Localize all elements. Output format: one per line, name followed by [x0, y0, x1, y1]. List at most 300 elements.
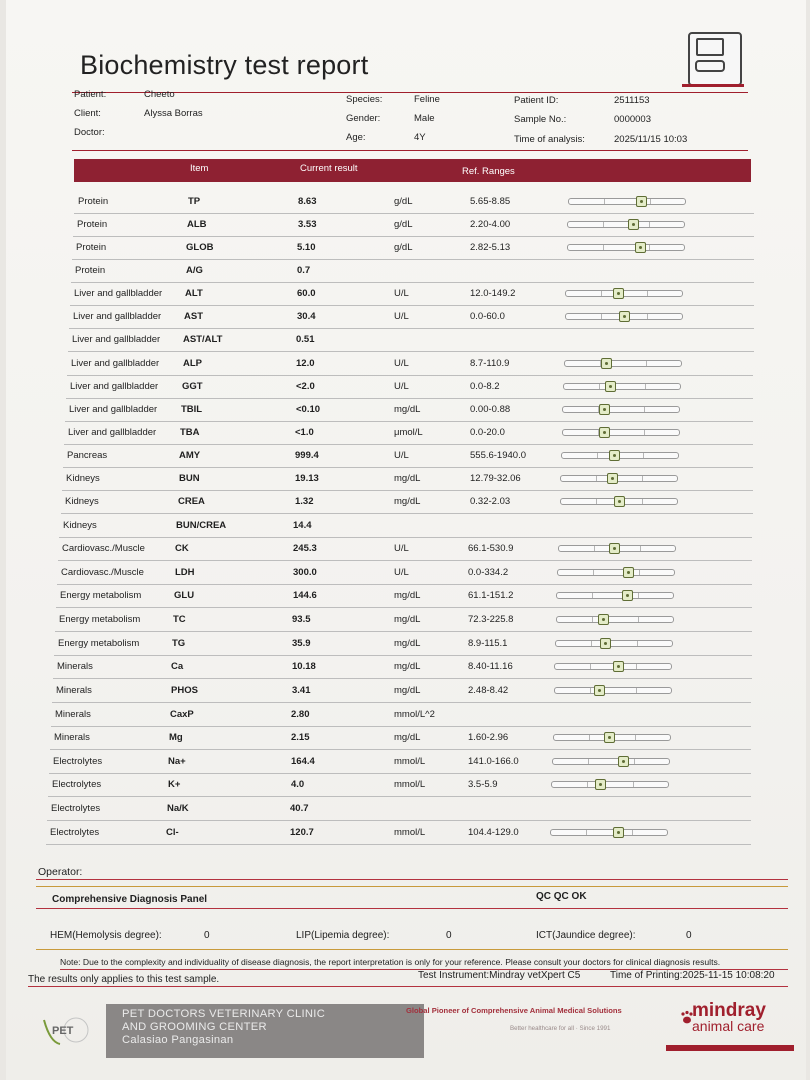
- gauge-marker: [614, 496, 625, 507]
- gauge-tick: [592, 593, 593, 598]
- row-result: <0.10: [296, 404, 321, 415]
- table-row: [66, 377, 753, 399]
- row-range: 8.9-115.1: [468, 638, 508, 649]
- row-item: GLU: [174, 590, 195, 601]
- row-range: 0.0-20.0: [470, 427, 505, 438]
- age-value: 4Y: [414, 132, 426, 143]
- row-range: 72.3-225.8: [468, 614, 514, 625]
- row-group: Liver and gallbladder: [68, 427, 157, 438]
- gauge-marker: [618, 756, 629, 767]
- row-divider: [71, 282, 754, 283]
- row-range: 2.82-5.13: [470, 242, 511, 253]
- row-group: Liver and gallbladder: [74, 288, 163, 299]
- gauge-tick: [587, 782, 588, 787]
- table-row: [50, 728, 751, 750]
- row-group: Electrolytes: [50, 827, 100, 838]
- row-result: 14.4: [293, 520, 312, 531]
- row-unit: g/dL: [394, 242, 413, 253]
- operator-divider: [36, 879, 788, 880]
- row-divider: [63, 467, 753, 468]
- footer-divider: [28, 986, 788, 987]
- row-divider: [46, 844, 751, 845]
- row-unit: U/L: [394, 543, 409, 554]
- gauge-tick: [633, 782, 634, 787]
- row-group: Electrolytes: [51, 803, 101, 814]
- row-group: Electrolytes: [53, 756, 103, 767]
- row-group: Kidneys: [66, 473, 100, 484]
- panel-divider: [36, 908, 788, 909]
- row-result: 1.32: [295, 496, 314, 507]
- lip-label: LIP(Lipemia degree):: [296, 930, 390, 941]
- row-group: Energy metabolism: [60, 590, 142, 601]
- row-result: 120.7: [290, 827, 314, 838]
- row-group: Cardiovasc./Muscle: [62, 543, 145, 554]
- gauge-tick: [637, 641, 638, 646]
- row-result: 3.41: [292, 685, 311, 696]
- gauge-tick: [642, 476, 643, 481]
- row-range: 0.0-8.2: [470, 381, 500, 392]
- row-group: Minerals: [56, 685, 92, 696]
- lip-value: 0: [446, 930, 452, 941]
- gauge-tick: [647, 291, 648, 296]
- row-item: TP: [188, 196, 201, 207]
- row-item: TC: [173, 614, 186, 625]
- row-item: LDH: [175, 567, 195, 578]
- table-row: [49, 752, 751, 774]
- ict-label: ICT(Jaundice degree):: [536, 930, 636, 941]
- hem-label: HEM(Hemolysis degree):: [50, 930, 162, 941]
- row-item: ALT: [185, 288, 203, 299]
- row-result: 30.4: [297, 311, 316, 322]
- row-group: Minerals: [55, 709, 91, 720]
- row-divider: [57, 584, 752, 585]
- row-unit: mg/dL: [394, 590, 421, 601]
- table-row: [58, 539, 752, 561]
- row-group: Liver and gallbladder: [70, 381, 159, 392]
- row-divider: [49, 773, 751, 774]
- sample-label: Sample No.:: [514, 114, 567, 125]
- row-unit: U/L: [394, 288, 409, 299]
- client-label: Client:: [74, 108, 101, 119]
- header-item: Item: [190, 163, 209, 174]
- gauge-tick: [644, 430, 645, 435]
- range-gauge: [567, 244, 685, 251]
- range-gauge: [568, 198, 686, 205]
- gauge-marker: [601, 358, 612, 369]
- gauge-tick: [646, 361, 647, 366]
- gender-value: Male: [414, 113, 435, 124]
- gauge-marker: [599, 427, 610, 438]
- row-unit: mg/dL: [394, 614, 421, 625]
- row-range: 5.65-8.85: [470, 196, 511, 207]
- row-range: 104.4-129.0: [468, 827, 519, 838]
- row-result: 2.80: [291, 709, 310, 720]
- gauge-marker: [609, 543, 620, 554]
- gold-divider: [36, 886, 788, 887]
- gauge-tick: [589, 735, 590, 740]
- row-result: 93.5: [292, 614, 311, 625]
- row-item: TG: [172, 638, 186, 649]
- gauge-marker: [600, 638, 611, 649]
- row-divider: [51, 726, 751, 727]
- row-group: Protein: [76, 242, 107, 253]
- row-item: Mg: [169, 732, 183, 743]
- analyzer-icon: [682, 26, 744, 86]
- row-result: <1.0: [295, 427, 314, 438]
- time-value: 2025/11/15 10:03: [614, 134, 688, 145]
- range-gauge: [560, 498, 678, 505]
- clinic-name-1: PET DOCTORS VETERINARY CLINIC: [122, 1008, 326, 1020]
- gauge-tick: [642, 499, 643, 504]
- row-item: AST/ALT: [183, 334, 223, 345]
- row-result: 2.15: [291, 732, 310, 743]
- pet-doctors-logo: [40, 1012, 92, 1050]
- row-unit: g/dL: [394, 219, 413, 230]
- row-divider: [55, 631, 752, 632]
- row-result: 144.6: [293, 590, 317, 601]
- gauge-tick: [596, 476, 597, 481]
- row-result: 0.51: [296, 334, 315, 345]
- row-item: GGT: [182, 381, 203, 392]
- gauge-tick: [634, 759, 635, 764]
- row-item: AMY: [179, 450, 201, 461]
- row-range: 0.0-60.0: [470, 311, 505, 322]
- row-result: 12.0: [296, 358, 315, 369]
- row-range: 2.48-8.42: [468, 685, 509, 696]
- gauge-tick: [591, 641, 592, 646]
- range-gauge: [565, 290, 683, 297]
- clinic-name-2: AND GROOMING CENTER: [122, 1021, 267, 1033]
- row-item: BUN: [179, 473, 200, 484]
- row-result: 3.53: [298, 219, 317, 230]
- disclaimer-note: Note: Due to the complexity and individuality of disease diagnosis, the report interpretation is only for your reference. Please consult your doctors for clinical diagnosis results.: [60, 957, 721, 967]
- gauge-tick: [590, 688, 591, 693]
- range-gauge: [556, 592, 674, 599]
- row-item: ALP: [183, 358, 202, 369]
- row-group: Electrolytes: [52, 779, 102, 790]
- row-unit: μmol/L: [394, 427, 423, 438]
- gauge-tick: [650, 199, 651, 204]
- row-result: 0.7: [297, 265, 311, 276]
- range-gauge: [563, 383, 681, 390]
- row-unit: U/L: [394, 567, 409, 578]
- row-range: 0.32-2.03: [470, 496, 511, 507]
- row-range: 8.7-110.9: [470, 358, 510, 369]
- range-gauge: [565, 313, 683, 320]
- row-item: ALB: [187, 219, 207, 230]
- gauge-tick: [593, 570, 594, 575]
- range-gauge: [564, 360, 682, 367]
- row-result: 60.0: [297, 288, 316, 299]
- table-row: [70, 284, 754, 306]
- patient-label: Patient:: [74, 89, 107, 100]
- info-divider: [72, 150, 748, 151]
- row-divider: [72, 259, 754, 260]
- gauge-tick: [601, 291, 602, 296]
- clinic-banner: [106, 1004, 424, 1058]
- row-group: Liver and gallbladder: [73, 311, 162, 322]
- row-divider: [68, 351, 754, 352]
- row-unit: U/L: [394, 358, 409, 369]
- row-result: 999.4: [295, 450, 319, 461]
- table-row: [59, 516, 752, 538]
- row-unit: U/L: [394, 311, 409, 322]
- mindray-tagline: Global Pioneer of Comprehensive Animal Medical Solutions: [406, 1006, 622, 1015]
- doctor-label: Doctor:: [74, 127, 105, 138]
- table-row: [74, 192, 754, 214]
- row-unit: mg/dL: [394, 404, 421, 415]
- range-gauge: [567, 221, 685, 228]
- row-divider: [52, 702, 751, 703]
- gauge-tick: [638, 617, 639, 622]
- row-result: <2.0: [296, 381, 315, 392]
- gauge-tick: [638, 593, 639, 598]
- gauge-marker: [622, 590, 633, 601]
- row-unit: U/L: [394, 381, 409, 392]
- time-label: Time of analysis:: [514, 134, 585, 145]
- table-row: [69, 307, 754, 329]
- gauge-tick: [639, 570, 640, 575]
- row-result: 19.13: [295, 473, 319, 484]
- table-row: [72, 238, 754, 260]
- row-range: 66.1-530.9: [468, 543, 514, 554]
- patient-id-label: Patient ID:: [514, 95, 559, 106]
- row-range: 12.79-32.06: [470, 473, 521, 484]
- gauge-tick: [649, 245, 650, 250]
- row-group: Pancreas: [67, 450, 108, 461]
- row-item: TBIL: [181, 404, 203, 415]
- row-unit: mmol/L: [394, 827, 426, 838]
- row-group: Minerals: [54, 732, 90, 743]
- row-unit: mg/dL: [394, 638, 421, 649]
- row-unit: mg/dL: [394, 732, 421, 743]
- row-unit: g/dL: [394, 196, 413, 207]
- gauge-tick: [645, 384, 646, 389]
- row-unit: mg/dL: [394, 661, 421, 672]
- table-row: [46, 823, 751, 845]
- row-item: Na+: [168, 756, 186, 767]
- row-item: CREA: [178, 496, 205, 507]
- row-item: PHOS: [171, 685, 198, 696]
- gauge-marker: [599, 404, 610, 415]
- row-result: 300.0: [293, 567, 317, 578]
- table-row: [73, 215, 754, 237]
- table-row: [61, 492, 753, 514]
- row-range: 61.1-151.2: [468, 590, 514, 601]
- row-item: Ca: [171, 661, 184, 672]
- row-divider: [62, 490, 753, 491]
- gauge-tick: [632, 830, 633, 835]
- row-group: Protein: [75, 265, 106, 276]
- row-group: Protein: [78, 196, 109, 207]
- gauge-marker: [598, 614, 609, 625]
- row-group: Minerals: [57, 661, 93, 672]
- row-group: Kidneys: [65, 496, 99, 507]
- gauge-tick: [635, 735, 636, 740]
- brand-underline: [666, 1045, 794, 1051]
- gauge-tick: [643, 453, 644, 458]
- range-gauge: [551, 781, 669, 788]
- row-group: Cardiovasc./Muscle: [61, 567, 144, 578]
- gauge-tick: [586, 830, 587, 835]
- gauge-tick: [603, 222, 604, 227]
- gauge-tick: [640, 546, 641, 551]
- gauge-tick: [590, 664, 591, 669]
- row-divider: [70, 305, 754, 306]
- header-result: Current result: [300, 163, 358, 174]
- range-gauge: [561, 452, 679, 459]
- range-gauge: [555, 640, 673, 647]
- row-divider: [50, 749, 751, 750]
- row-item: Cl-: [166, 827, 179, 838]
- row-group: Liver and gallbladder: [71, 358, 160, 369]
- row-divider: [65, 421, 753, 422]
- gauge-marker: [594, 685, 605, 696]
- gauge-marker: [619, 311, 630, 322]
- pet-logo-text: PET: [52, 1025, 74, 1037]
- row-divider: [53, 678, 752, 679]
- gauge-marker: [636, 196, 647, 207]
- table-header: [74, 159, 751, 182]
- range-gauge: [553, 734, 671, 741]
- range-gauge: [562, 429, 680, 436]
- header-ranges: Ref. Ranges: [462, 166, 515, 177]
- table-row: [55, 610, 752, 632]
- row-group: Kidneys: [63, 520, 97, 531]
- row-unit: mmol/L^2: [394, 709, 435, 720]
- row-range: 12.0-149.2: [470, 288, 516, 299]
- table-row: [68, 330, 754, 352]
- age-label: Age:: [346, 132, 366, 143]
- qc-status: QC QC OK: [536, 891, 587, 902]
- row-divider: [69, 328, 754, 329]
- table-row: [63, 446, 753, 468]
- range-gauge: [560, 475, 678, 482]
- row-divider: [59, 537, 752, 538]
- gauge-tick: [596, 499, 597, 504]
- table-row: [48, 775, 751, 797]
- row-unit: mmol/L: [394, 779, 426, 790]
- row-divider: [74, 213, 754, 214]
- table-row: [52, 681, 751, 703]
- patient-value: Cheeto: [144, 89, 175, 100]
- row-divider: [58, 560, 752, 561]
- gauge-marker: [613, 661, 624, 672]
- row-result: 245.3: [293, 543, 317, 554]
- table-row: [65, 400, 753, 422]
- instrument-text: Test Instrument:Mindray vetXpert C5: [418, 970, 581, 981]
- gauge-tick: [594, 546, 595, 551]
- row-result: 8.63: [298, 196, 317, 207]
- gender-label: Gender:: [346, 113, 381, 124]
- row-item: Na/K: [167, 803, 189, 814]
- row-divider: [56, 607, 752, 608]
- gauge-tick: [603, 245, 604, 250]
- row-group: Energy metabolism: [59, 614, 141, 625]
- row-result: 35.9: [292, 638, 311, 649]
- gauge-tick: [644, 407, 645, 412]
- range-gauge: [550, 829, 668, 836]
- hem-value: 0: [204, 930, 210, 941]
- range-gauge: [554, 663, 672, 670]
- table-row: [51, 705, 751, 727]
- row-range: 555.6-1940.0: [470, 450, 526, 461]
- gauge-tick: [647, 314, 648, 319]
- row-result: 4.0: [291, 779, 305, 790]
- patient-id-value: 2511153: [614, 95, 650, 106]
- row-range: 0.0-334.2: [468, 567, 509, 578]
- gauge-tick: [597, 453, 598, 458]
- gauge-marker: [635, 242, 646, 253]
- mindray-subtagline: Better healthcare for all · Since 1991: [510, 1025, 611, 1032]
- row-range: 141.0-166.0: [468, 756, 519, 767]
- table-row: [54, 634, 752, 656]
- report-sheet: [6, 0, 806, 1080]
- row-range: 8.40-11.16: [468, 661, 513, 672]
- row-group: Energy metabolism: [58, 638, 140, 649]
- row-unit: mg/dL: [394, 496, 421, 507]
- row-item: GLOB: [186, 242, 214, 253]
- gauge-marker: [613, 288, 624, 299]
- table-row: [67, 354, 753, 376]
- gauge-marker: [613, 827, 624, 838]
- gauge-marker: [604, 732, 615, 743]
- range-gauge: [552, 758, 670, 765]
- row-item: CK: [175, 543, 189, 554]
- range-gauge: [554, 687, 672, 694]
- row-item: TBA: [180, 427, 200, 438]
- gauge-marker: [628, 219, 639, 230]
- row-result: 5.10: [297, 242, 316, 253]
- gauge-tick: [601, 314, 602, 319]
- table-row: [47, 799, 751, 821]
- ict-value: 0: [686, 930, 692, 941]
- table-row: [53, 657, 752, 679]
- range-gauge: [557, 569, 675, 576]
- row-result: 164.4: [291, 756, 315, 767]
- row-unit: mmol/L: [394, 756, 426, 767]
- gauge-tick: [592, 617, 593, 622]
- row-item: AST: [184, 311, 203, 322]
- row-divider: [66, 398, 753, 399]
- gauge-marker: [609, 450, 620, 461]
- table-row: [57, 563, 752, 585]
- page-title: Biochemistry test report: [80, 50, 369, 80]
- row-item: BUN/CREA: [176, 520, 227, 531]
- row-divider: [61, 513, 753, 514]
- client-value: Alyssa Borras: [144, 108, 203, 119]
- row-divider: [67, 375, 753, 376]
- row-item: K+: [168, 779, 181, 790]
- gauge-marker: [607, 473, 618, 484]
- gauge-marker: [605, 381, 616, 392]
- note-divider: [36, 949, 788, 950]
- table-row: [56, 586, 752, 608]
- row-divider: [64, 444, 753, 445]
- row-group: Liver and gallbladder: [69, 404, 158, 415]
- row-item: CaxP: [170, 709, 194, 720]
- gauge-marker: [595, 779, 606, 790]
- row-divider: [48, 796, 751, 797]
- range-gauge: [556, 616, 674, 623]
- gauge-tick: [604, 199, 605, 204]
- row-result: 10.18: [292, 661, 316, 672]
- row-result: 40.7: [290, 803, 309, 814]
- mindray-logo: mindray: [692, 1000, 766, 1021]
- range-gauge: [558, 545, 676, 552]
- row-group: Liver and gallbladder: [72, 334, 161, 345]
- row-unit: mg/dL: [394, 473, 421, 484]
